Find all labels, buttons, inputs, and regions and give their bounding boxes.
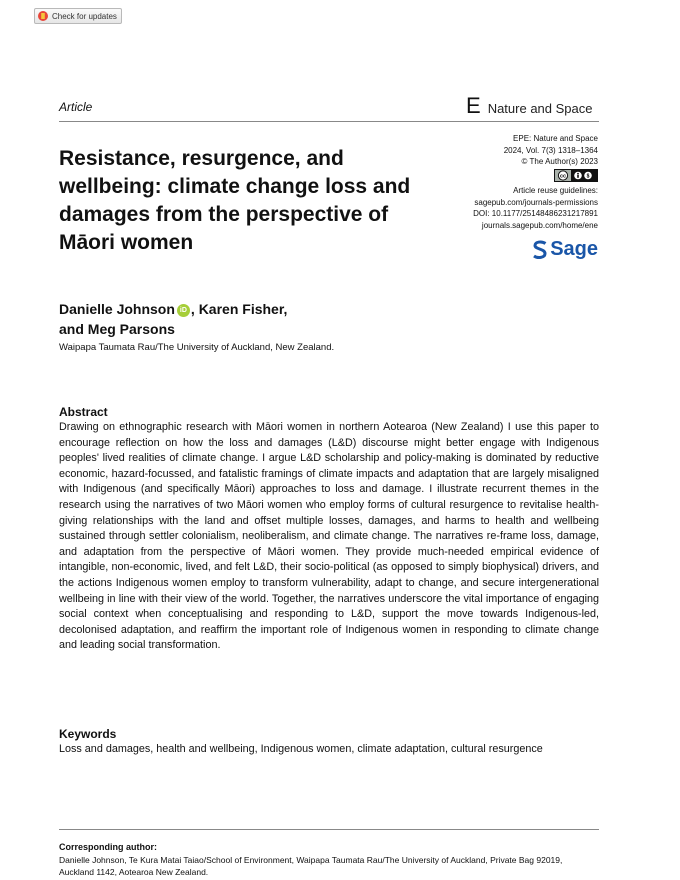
volume-info: 2024, Vol. 7(3) 1318–1364: [503, 145, 598, 155]
author-name[interactable]: , Karen Fisher,: [190, 301, 288, 317]
journal-letter: E: [466, 93, 481, 118]
journal-name: Nature and Space: [487, 101, 593, 116]
journal-brand: [466, 93, 593, 118]
author-name[interactable]: and Meg Parsons: [59, 321, 175, 337]
article-meta: [378, 133, 598, 231]
sage-s-icon: [532, 240, 548, 260]
corresponding-author-text: Danielle Johnson, Te Kura Matai Taiao/School of Environment, Waipapa Taumata Rau/The University of Auckland, Private Bag 92019, Auckland 1142, Aotearoa New Zealand.: [59, 855, 563, 877]
cc-by-icon: [554, 169, 598, 186]
orcid-icon[interactable]: iD: [177, 304, 190, 317]
author-name[interactable]: Danielle Johnson: [59, 301, 175, 317]
header-divider: [59, 121, 599, 122]
abstract-text: Drawing on ethnographic research with Māori women in northern Aotearoa (New Zealand) I use this paper to encourage reflection on how the loss and damages (L&D) discourse might better engage with Indigenous peoples' lived realities of climate change. I argue L&D scholarship and policy-making is dominated by reductive economic, hazard-focussed, and fatalistic framings of climate impacts and adaptation that are largely misaligned with Indigenous (and specifically Māori) approaches to loss and damage. I illustrate recurrent themes in the research using the narratives of two Māori women who employ forms of cultural resurgence to revitalise health-giving relationships with the land and offset multiple losses, damages, and harms to health and wellbeing sustained through settler colonialism, neoliberalism, and climate change. The narratives re-frame loss, damage, and adaptation from the perspective of Māori women. They provide much-needed empirical evidence of intangible, non-economic, lived, and felt L&D, their socio-political (as opposed to simply biophysical) drivers, and the actions Indigenous women employ to transform vulnerability, adapt to change, and secure intergenerational wellbeing in line with their view of the world. Together, the narratives underscore the vital importance of engaging social context when conceptualising and responding to L&D, support the move towards Indigenous-led, decolonised adaptation, and reaffirm the important role of Indigenous women in responding to climate change and leading social transformation.: [59, 421, 599, 652]
journal-citation: EPE: Nature and Space: [513, 134, 598, 143]
section-label: Article: [59, 100, 93, 114]
check-for-updates-label: Check for updates: [52, 11, 117, 21]
svg-text:cc: cc: [559, 173, 567, 180]
article-title: Resistance, resurgence, and wellbeing: climate change loss and damages from the perspective of Māori women: [59, 147, 411, 254]
svg-text:$: $: [586, 173, 590, 179]
reuse-link[interactable]: sagepub.com/journals-permissions: [474, 197, 598, 207]
abstract-heading: Abstract: [59, 405, 108, 419]
author-list: [59, 299, 439, 339]
crossmark-icon: [38, 11, 48, 21]
keywords-heading: Keywords: [59, 727, 117, 741]
corresponding-author-heading: Corresponding author:: [59, 842, 157, 852]
sage-logo[interactable]: [532, 238, 598, 261]
publisher-name: Sage: [550, 238, 598, 260]
check-for-updates-button[interactable]: [34, 8, 122, 24]
copyright-line: © The Author(s) 2023: [521, 157, 598, 166]
footer-divider: [59, 829, 599, 830]
affiliation: Waipapa Taumata Rau/The University of Auckland, New Zealand.: [59, 342, 335, 353]
keywords-text: Loss and damages, health and wellbeing, Indigenous women, climate adaptation, cultural resurgence: [59, 743, 543, 755]
doi-link[interactable]: DOI: 10.1177/25148486231217891: [473, 209, 598, 218]
reuse-label: Article reuse guidelines:: [513, 186, 598, 195]
journal-homepage-link[interactable]: journals.sagepub.com/home/ene: [481, 220, 598, 230]
